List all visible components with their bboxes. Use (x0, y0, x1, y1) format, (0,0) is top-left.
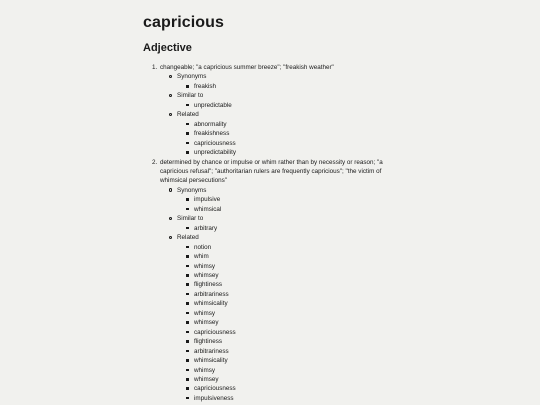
related-word (194, 101, 410, 110)
related-word (194, 82, 410, 91)
related-word (194, 120, 410, 129)
related-word-text: whimsicality (194, 357, 228, 365)
related-word (194, 394, 410, 403)
relation-group-label: Synonyms (177, 186, 207, 194)
square-bullet-icon (186, 331, 189, 334)
relation-group-label: Similar to (177, 215, 204, 223)
sense-item (152, 63, 410, 158)
related-word-text: arbitrary (194, 224, 218, 232)
circle-bullet-icon (169, 217, 172, 220)
related-word-list (177, 243, 410, 404)
related-word-text: whimsey (194, 271, 219, 279)
related-word-text: whimsey (194, 375, 219, 383)
related-word (194, 366, 410, 375)
square-bullet-icon (186, 208, 189, 211)
square-bullet-icon (186, 378, 189, 381)
relation-group-list (160, 186, 410, 403)
square-bullet-icon (186, 198, 189, 201)
related-word-text: capriciousness (194, 139, 236, 147)
related-word (194, 356, 410, 365)
related-word (194, 375, 410, 384)
related-word-list (177, 195, 410, 214)
relation-group-label: Related (177, 234, 199, 242)
sense-number: 1. (152, 64, 158, 71)
related-word (194, 290, 410, 299)
related-word-text: flightiness (194, 281, 223, 289)
related-word-text: impulsive (194, 196, 221, 204)
related-word-list (177, 101, 410, 110)
related-word (194, 328, 410, 337)
related-word (194, 205, 410, 214)
related-word (194, 347, 410, 356)
relation-group-label: Similar to (177, 92, 204, 100)
related-word-list (177, 82, 410, 91)
circle-bullet-icon (169, 188, 172, 191)
relation-group (177, 91, 410, 110)
sense-number: 2. (152, 158, 158, 166)
related-word-text: impulsiveness (194, 394, 234, 402)
square-bullet-icon (186, 142, 189, 145)
related-word-text: whimsy (194, 262, 215, 270)
relation-group (177, 72, 410, 91)
square-bullet-icon (186, 265, 189, 268)
square-bullet-icon (186, 359, 189, 362)
square-bullet-icon (186, 85, 189, 88)
square-bullet-icon (186, 132, 189, 135)
relation-group-label: Synonyms (177, 73, 207, 81)
related-word-text: whim (194, 253, 209, 261)
related-word (194, 318, 410, 327)
related-word (194, 129, 410, 138)
square-bullet-icon (186, 369, 189, 372)
related-word-text: unpredictability (194, 149, 237, 157)
square-bullet-icon (186, 302, 189, 305)
square-bullet-icon (186, 397, 189, 400)
square-bullet-icon (186, 274, 189, 277)
related-word (194, 195, 410, 204)
related-word-text: freakishness (194, 130, 230, 138)
relation-group (177, 233, 410, 403)
related-word (194, 384, 410, 393)
square-bullet-icon (186, 350, 189, 353)
square-bullet-icon (186, 340, 189, 343)
related-word (194, 224, 410, 233)
related-word-text: capriciousness (194, 385, 236, 393)
related-word-text: notion (194, 243, 212, 251)
related-word (194, 252, 410, 261)
square-bullet-icon (186, 283, 189, 286)
related-word (194, 271, 410, 280)
circle-bullet-icon (169, 75, 172, 78)
related-word-text: unpredictable (194, 101, 232, 109)
related-word-text: whimsy (194, 366, 215, 374)
relation-group (177, 214, 410, 233)
entry-word: capricious (143, 14, 225, 31)
related-word-list (177, 120, 410, 158)
related-word (194, 299, 410, 308)
circle-bullet-icon (169, 113, 172, 116)
square-bullet-icon (186, 387, 189, 390)
related-word (194, 262, 410, 271)
square-bullet-icon (186, 151, 189, 154)
relation-group (177, 186, 410, 214)
square-bullet-icon (186, 293, 189, 296)
circle-bullet-icon (169, 236, 172, 239)
sense-list (152, 63, 410, 403)
related-word (194, 337, 410, 346)
related-word-text: whimsical (194, 205, 222, 213)
related-word (194, 243, 410, 252)
square-bullet-icon (186, 321, 189, 324)
related-word-text: freakish (194, 82, 217, 90)
relation-group (177, 110, 410, 157)
square-bullet-icon (186, 123, 189, 126)
related-word-text: arbitrariness (194, 347, 229, 355)
related-word-text: whimsey (194, 319, 219, 327)
related-word-text: flightiness (194, 338, 223, 346)
relation-group-label: Related (177, 111, 199, 119)
related-word-list (177, 224, 410, 233)
square-bullet-icon (186, 255, 189, 258)
square-bullet-icon (186, 104, 189, 107)
circle-bullet-icon (169, 94, 172, 97)
related-word-text: whimsy (194, 309, 215, 317)
related-word-text: arbitrariness (194, 290, 229, 298)
related-word (194, 280, 410, 289)
sense-definition: determined by chance or impulse or whim rather than by necessity or reason; "a capricious refusal"; "authoritarian rulers are frequently capricious"; "the victim of whimsical persecutions" (160, 158, 383, 185)
related-word-text: abnormality (194, 120, 227, 128)
related-word-text: whimsicality (194, 300, 228, 308)
square-bullet-icon (186, 227, 189, 230)
square-bullet-icon (186, 312, 189, 315)
relation-group-list (160, 72, 410, 157)
related-word (194, 309, 410, 318)
square-bullet-icon (186, 246, 189, 249)
sense-definition: changeable; "a capricious summer breeze"; "freakish weather" (160, 64, 334, 71)
related-word-text: capriciousness (194, 328, 236, 336)
sense-item (152, 158, 410, 404)
related-word (194, 148, 410, 157)
part-of-speech-heading: Adjective (143, 42, 192, 54)
related-word (194, 139, 410, 148)
